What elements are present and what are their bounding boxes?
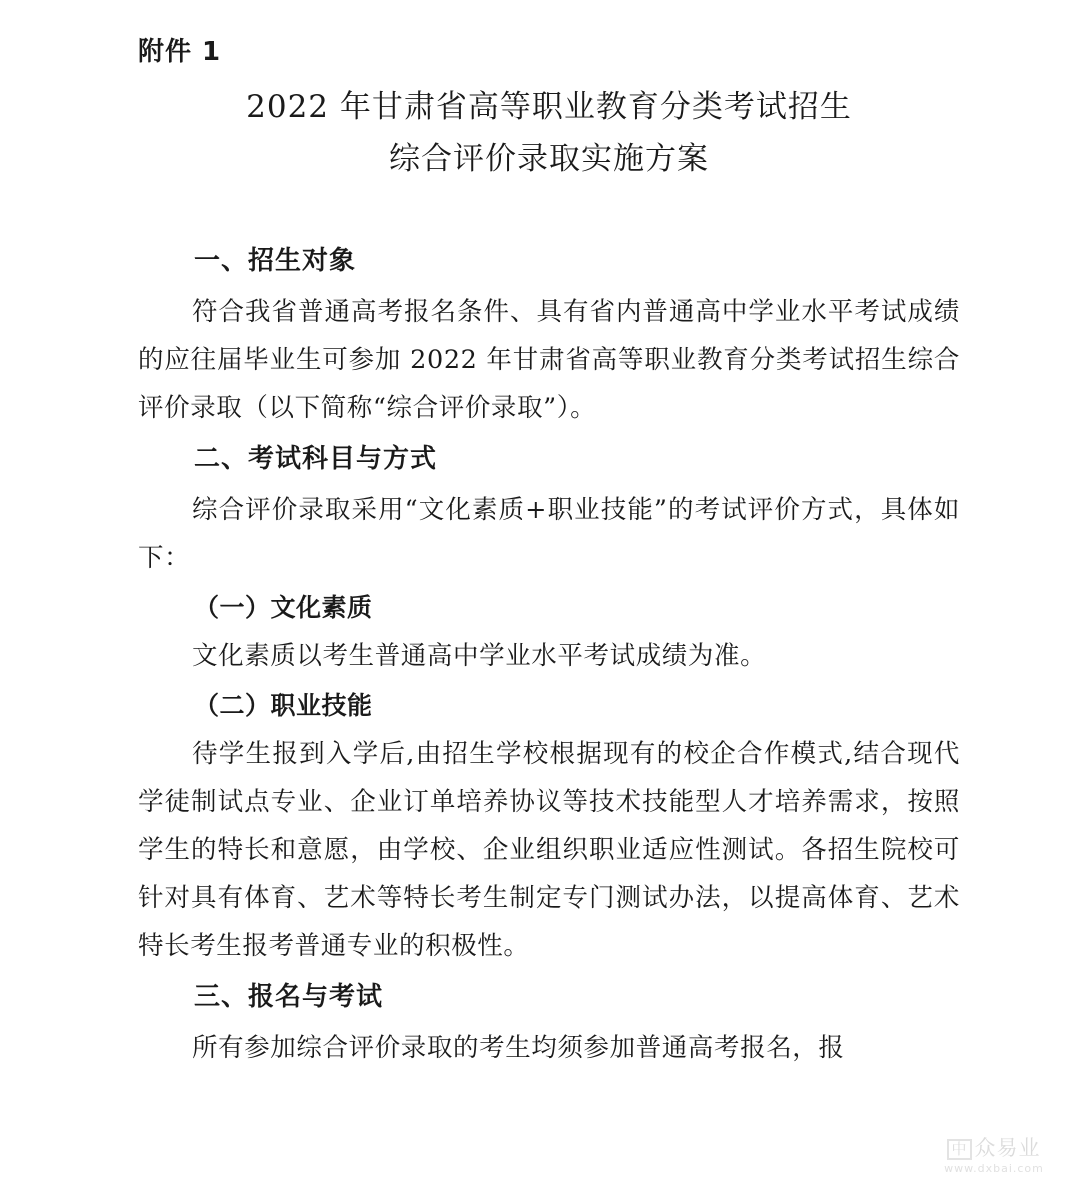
section-heading-3: 三、报名与考试 (194, 981, 384, 1012)
subsection-heading-2-2: （二）职业技能 (194, 690, 373, 720)
watermark (924, 1134, 1064, 1178)
page-title (138, 82, 960, 184)
section-3-paragraph-1: 所有参加综合评价录取的考生均须参加普通高考报名，报 (192, 1032, 845, 1063)
section-heading-1: 一、招生对象 (194, 245, 357, 276)
watermark-url: www.dxbai.com (944, 1161, 1044, 1175)
subsection-2-2-paragraph-1: 待学生报到入学后,由招生学校根据现有的校企合作模式,结合现代学徒制试点专业、企业订单培养协议等技术技能型人才培养需求，按照学生的特长和意愿，由学校、企业组织职业适应性测试。各招生院校可针对具有体育、艺术等特长考生制定专门测试办法，以提高体育、艺术特长考生报考普通专业的积极性。 (138, 738, 960, 961)
subsection-2-1-paragraph-1: 文化素质以考生普通高中学业水平考试成绩为准。 (192, 640, 767, 671)
title-spacer (138, 185, 960, 237)
page-title-line-1: 2022 年甘肃省高等职业教育分类考试招生 (246, 89, 852, 126)
watermark-main-text (947, 1138, 1040, 1159)
watermark-badge: 中 (947, 1139, 971, 1160)
watermark-name: 众易业 (974, 1136, 1041, 1161)
attachment-label: 附件 1 (138, 37, 222, 67)
subsection-heading-2-1: （一）文化素质 (194, 592, 373, 622)
section-heading-2: 二、考试科目与方式 (194, 443, 438, 474)
page-title-line-2: 综合评价录取实施方案 (389, 140, 709, 177)
section-2-paragraph-1: 综合评价录取采用“文化素质+职业技能”的考试评价方式，具体如下： (138, 494, 960, 573)
section-1-paragraph-1: 符合我省普通高考报名条件、具有省内普通高中学业水平考试成绩的应往届毕业生可参加 2022 年甘肃省高等职业教育分类考试招生综合评价录取（以下简称“综合评价录取”）。 (138, 296, 960, 423)
